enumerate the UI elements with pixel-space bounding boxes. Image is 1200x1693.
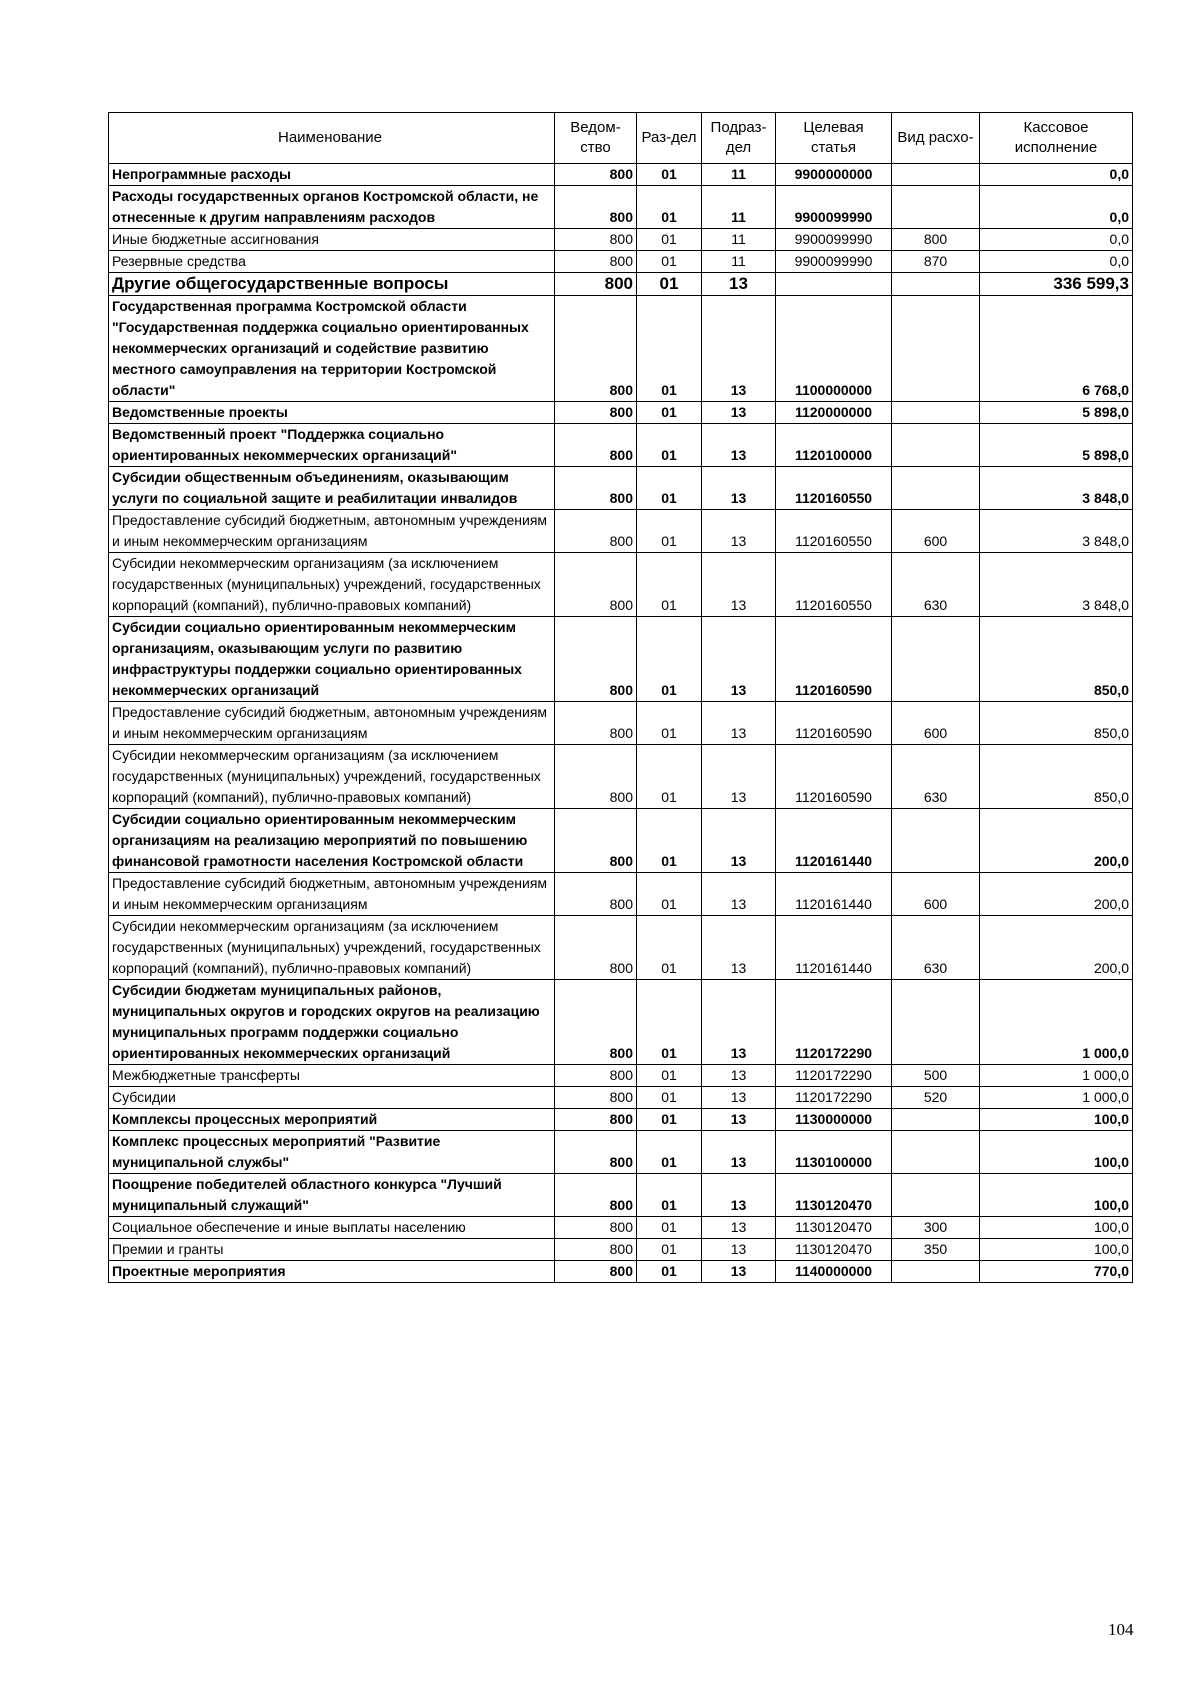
row-podrazdel: 13 (702, 745, 776, 809)
row-razdel: 01 (637, 251, 702, 273)
row-vedomstvo: 800 (555, 553, 637, 617)
row-target-article: 1120160590 (776, 617, 892, 702)
row-amount: 850,0 (980, 617, 1133, 702)
row-razdel: 01 (637, 1261, 702, 1283)
row-name: Предоставление субсидий бюджетным, автономным учреждениям и иным некоммерческим организациям (109, 702, 555, 745)
row-name: Расходы государственных органов Костромской области, не отнесенные к другим направлениям расходов (109, 186, 555, 229)
row-podrazdel: 13 (702, 402, 776, 424)
row-expense-type: 520 (892, 1087, 980, 1109)
row-vedomstvo: 800 (555, 1087, 637, 1109)
row-expense-type: 630 (892, 916, 980, 980)
table-row (109, 809, 1133, 873)
row-vedomstvo: 800 (555, 1109, 637, 1131)
row-name: Субсидии бюджетам муниципальных районов, муниципальных округов и городских округов на реализацию муниципальных программ поддержки социально ориентированных некоммерческих организаций (109, 980, 555, 1065)
row-podrazdel: 13 (702, 1239, 776, 1261)
row-expense-type (892, 1261, 980, 1283)
row-vedomstvo: 800 (555, 273, 637, 296)
row-amount: 770,0 (980, 1261, 1133, 1283)
row-amount: 0,0 (980, 229, 1133, 251)
row-target-article: 1120172290 (776, 980, 892, 1065)
header-cash-execution: Кассовое исполнение (980, 113, 1133, 164)
table-row (109, 1087, 1133, 1109)
row-vedomstvo: 800 (555, 617, 637, 702)
row-name: Предоставление субсидий бюджетным, автономным учреждениям и иным некоммерческим организациям (109, 510, 555, 553)
row-name: Другие общегосударственные вопросы (109, 273, 555, 296)
row-podrazdel: 13 (702, 1217, 776, 1239)
row-podrazdel: 13 (702, 617, 776, 702)
page-number: 104 (1108, 1620, 1134, 1639)
row-razdel: 01 (637, 1109, 702, 1131)
row-name: Социальное обеспечение и иные выплаты населению (109, 1217, 555, 1239)
row-target-article (776, 273, 892, 296)
row-target-article: 1120000000 (776, 402, 892, 424)
row-expense-type (892, 402, 980, 424)
row-podrazdel: 13 (702, 873, 776, 916)
table-row (109, 916, 1133, 980)
row-podrazdel: 13 (702, 1109, 776, 1131)
row-razdel: 01 (637, 873, 702, 916)
table-row (109, 1065, 1133, 1087)
row-amount: 3 848,0 (980, 467, 1133, 510)
row-vedomstvo: 800 (555, 164, 637, 186)
row-name: Премии и гранты (109, 1239, 555, 1261)
row-vedomstvo: 800 (555, 702, 637, 745)
row-name: Субсидии некоммерческим организациям (за исключением государственных (муниципальных) учреждений, государственных корпораций (компаний), публично-правовых компаний) (109, 745, 555, 809)
row-name: Межбюджетные трансферты (109, 1065, 555, 1087)
row-expense-type: 870 (892, 251, 980, 273)
row-expense-type: 630 (892, 745, 980, 809)
row-amount: 850,0 (980, 745, 1133, 809)
header-ved: Ведом-ство (555, 113, 637, 164)
row-podrazdel: 13 (702, 467, 776, 510)
row-expense-type (892, 1131, 980, 1174)
row-vedomstvo: 800 (555, 296, 637, 402)
row-razdel: 01 (637, 1087, 702, 1109)
row-podrazdel: 13 (702, 1087, 776, 1109)
row-podrazdel: 13 (702, 1261, 776, 1283)
row-razdel: 01 (637, 1065, 702, 1087)
row-razdel: 01 (637, 916, 702, 980)
header-expense-type: Вид расхо- (892, 113, 980, 164)
header-razdel: Раз-дел (637, 113, 702, 164)
header-target-article: Целевая статья (776, 113, 892, 164)
row-target-article: 1120161440 (776, 873, 892, 916)
table-row (109, 229, 1133, 251)
row-vedomstvo: 800 (555, 229, 637, 251)
row-amount: 0,0 (980, 251, 1133, 273)
row-name: Непрограммные расходы (109, 164, 555, 186)
row-amount: 1 000,0 (980, 980, 1133, 1065)
row-expense-type: 800 (892, 229, 980, 251)
table-row (109, 745, 1133, 809)
table-row (109, 553, 1133, 617)
row-vedomstvo: 800 (555, 424, 637, 467)
table-row (109, 1239, 1133, 1261)
table-row (109, 424, 1133, 467)
table-row (109, 186, 1133, 229)
row-vedomstvo: 800 (555, 1239, 637, 1261)
row-vedomstvo: 800 (555, 809, 637, 873)
row-expense-type (892, 296, 980, 402)
row-podrazdel: 13 (702, 296, 776, 402)
row-expense-type: 300 (892, 1217, 980, 1239)
row-vedomstvo: 800 (555, 510, 637, 553)
row-name: Резервные средства (109, 251, 555, 273)
row-podrazdel: 13 (702, 1131, 776, 1174)
row-vedomstvo: 800 (555, 1174, 637, 1217)
row-razdel: 01 (637, 745, 702, 809)
row-target-article: 1120100000 (776, 424, 892, 467)
row-amount: 850,0 (980, 702, 1133, 745)
row-expense-type (892, 467, 980, 510)
row-amount: 100,0 (980, 1174, 1133, 1217)
row-vedomstvo: 800 (555, 1131, 637, 1174)
row-razdel: 01 (637, 702, 702, 745)
row-target-article: 1130120470 (776, 1217, 892, 1239)
row-vedomstvo: 800 (555, 467, 637, 510)
table-row (109, 1217, 1133, 1239)
row-podrazdel: 13 (702, 809, 776, 873)
row-amount: 0,0 (980, 186, 1133, 229)
row-razdel: 01 (637, 1174, 702, 1217)
row-expense-type (892, 1174, 980, 1217)
row-expense-type (892, 273, 980, 296)
row-amount: 200,0 (980, 873, 1133, 916)
row-amount: 6 768,0 (980, 296, 1133, 402)
row-name: Ведомственный проект "Поддержка социально ориентированных некоммерческих организаций" (109, 424, 555, 467)
row-amount: 336 599,3 (980, 273, 1133, 296)
row-vedomstvo: 800 (555, 251, 637, 273)
table-row (109, 702, 1133, 745)
row-expense-type (892, 617, 980, 702)
row-vedomstvo: 800 (555, 1065, 637, 1087)
row-amount: 200,0 (980, 916, 1133, 980)
row-podrazdel: 13 (702, 1065, 776, 1087)
row-razdel: 01 (637, 467, 702, 510)
table-row (109, 617, 1133, 702)
row-vedomstvo: 800 (555, 745, 637, 809)
row-name: Субсидии некоммерческим организациям (за исключением государственных (муниципальных) учреждений, государственных корпораций (компаний), публично-правовых компаний) (109, 553, 555, 617)
row-podrazdel: 13 (702, 916, 776, 980)
row-name: Государственная программа Костромской области "Государственная поддержка социально ориентированных некоммерческих организаций и содействие развитию местного самоуправления на территории Костромской области" (109, 296, 555, 402)
table-row (109, 1261, 1133, 1283)
row-amount: 100,0 (980, 1239, 1133, 1261)
row-expense-type: 600 (892, 510, 980, 553)
row-vedomstvo: 800 (555, 916, 637, 980)
table-row (109, 467, 1133, 510)
row-podrazdel: 13 (702, 553, 776, 617)
row-name: Комплекс процессных мероприятий "Развитие муниципальной службы" (109, 1131, 555, 1174)
row-razdel: 01 (637, 273, 702, 296)
table-row (109, 273, 1133, 296)
row-name: Субсидии социально ориентированным некоммерческим организациям на реализацию мероприятий по повышению финансовой грамотности населения Костромской области (109, 809, 555, 873)
row-target-article: 1120161440 (776, 809, 892, 873)
row-amount: 0,0 (980, 164, 1133, 186)
row-razdel: 01 (637, 553, 702, 617)
row-podrazdel: 13 (702, 1174, 776, 1217)
table-row (109, 164, 1133, 186)
table-row (109, 1131, 1133, 1174)
row-podrazdel: 11 (702, 186, 776, 229)
row-name: Субсидии (109, 1087, 555, 1109)
row-name: Иные бюджетные ассигнования (109, 229, 555, 251)
row-razdel: 01 (637, 510, 702, 553)
row-amount: 200,0 (980, 809, 1133, 873)
table-row (109, 296, 1133, 402)
row-expense-type (892, 809, 980, 873)
row-target-article: 1120160590 (776, 745, 892, 809)
row-podrazdel: 11 (702, 229, 776, 251)
row-expense-type: 500 (892, 1065, 980, 1087)
row-target-article: 1130120470 (776, 1174, 892, 1217)
row-target-article: 1120172290 (776, 1087, 892, 1109)
row-razdel: 01 (637, 1239, 702, 1261)
row-target-article: 1120160590 (776, 702, 892, 745)
row-target-article: 9900099990 (776, 186, 892, 229)
row-podrazdel: 11 (702, 251, 776, 273)
row-vedomstvo: 800 (555, 1261, 637, 1283)
row-expense-type: 350 (892, 1239, 980, 1261)
budget-table (108, 112, 1133, 1283)
row-expense-type (892, 424, 980, 467)
row-expense-type (892, 1109, 980, 1131)
row-expense-type: 630 (892, 553, 980, 617)
row-razdel: 01 (637, 229, 702, 251)
row-expense-type (892, 186, 980, 229)
row-name: Субсидии общественным объединениям, оказывающим услуги по социальной защите и реабилитации инвалидов (109, 467, 555, 510)
row-name: Ведомственные проекты (109, 402, 555, 424)
table-row (109, 251, 1133, 273)
row-razdel: 01 (637, 424, 702, 467)
row-vedomstvo: 800 (555, 1217, 637, 1239)
row-amount: 5 898,0 (980, 402, 1133, 424)
row-podrazdel: 13 (702, 702, 776, 745)
table-row (109, 980, 1133, 1065)
row-razdel: 01 (637, 186, 702, 229)
row-podrazdel: 11 (702, 164, 776, 186)
row-razdel: 01 (637, 402, 702, 424)
row-target-article: 1120160550 (776, 553, 892, 617)
row-razdel: 01 (637, 617, 702, 702)
row-name: Предоставление субсидий бюджетным, автономным учреждениям и иным некоммерческим организациям (109, 873, 555, 916)
table-row (109, 873, 1133, 916)
row-amount: 100,0 (980, 1109, 1133, 1131)
row-amount: 100,0 (980, 1217, 1133, 1239)
row-target-article: 9900000000 (776, 164, 892, 186)
row-target-article: 1100000000 (776, 296, 892, 402)
row-razdel: 01 (637, 1217, 702, 1239)
row-name: Субсидии некоммерческим организациям (за исключением государственных (муниципальных) учреждений, государственных корпораций (компаний), публично-правовых компаний) (109, 916, 555, 980)
table-row (109, 402, 1133, 424)
row-podrazdel: 13 (702, 510, 776, 553)
row-expense-type (892, 164, 980, 186)
row-expense-type: 600 (892, 873, 980, 916)
row-razdel: 01 (637, 296, 702, 402)
row-vedomstvo: 800 (555, 186, 637, 229)
row-target-article: 9900099990 (776, 229, 892, 251)
row-amount: 1 000,0 (980, 1087, 1133, 1109)
row-razdel: 01 (637, 809, 702, 873)
row-vedomstvo: 800 (555, 402, 637, 424)
row-target-article: 1130120470 (776, 1239, 892, 1261)
table-row (109, 1174, 1133, 1217)
row-amount: 3 848,0 (980, 553, 1133, 617)
row-amount: 5 898,0 (980, 424, 1133, 467)
row-amount: 3 848,0 (980, 510, 1133, 553)
row-name: Поощрение победителей областного конкурса "Лучший муниципальный служащий" (109, 1174, 555, 1217)
row-target-article: 1120160550 (776, 467, 892, 510)
row-target-article: 1130100000 (776, 1131, 892, 1174)
row-target-article: 1130000000 (776, 1109, 892, 1131)
row-name: Комплексы процессных мероприятий (109, 1109, 555, 1131)
row-razdel: 01 (637, 164, 702, 186)
table-row (109, 1109, 1133, 1131)
header-name: Наименование (109, 113, 555, 164)
row-razdel: 01 (637, 980, 702, 1065)
table-body (109, 164, 1133, 1283)
row-podrazdel: 13 (702, 273, 776, 296)
row-expense-type: 600 (892, 702, 980, 745)
table-row (109, 510, 1133, 553)
row-target-article: 9900099990 (776, 251, 892, 273)
row-expense-type (892, 980, 980, 1065)
row-name: Проектные мероприятия (109, 1261, 555, 1283)
row-vedomstvo: 800 (555, 980, 637, 1065)
row-target-article: 1120161440 (776, 916, 892, 980)
row-amount: 100,0 (980, 1131, 1133, 1174)
row-target-article: 1120172290 (776, 1065, 892, 1087)
row-podrazdel: 13 (702, 980, 776, 1065)
row-razdel: 01 (637, 1131, 702, 1174)
table-header-row (109, 113, 1133, 164)
row-vedomstvo: 800 (555, 873, 637, 916)
row-target-article: 1140000000 (776, 1261, 892, 1283)
row-target-article: 1120160550 (776, 510, 892, 553)
header-podrazdel: Подраз-дел (702, 113, 776, 164)
row-name: Субсидии социально ориентированным некоммерческим организациям, оказывающим услуги по развитию инфраструктуры поддержки социально ориентированных некоммерческих организаций (109, 617, 555, 702)
row-amount: 1 000,0 (980, 1065, 1133, 1087)
row-podrazdel: 13 (702, 424, 776, 467)
